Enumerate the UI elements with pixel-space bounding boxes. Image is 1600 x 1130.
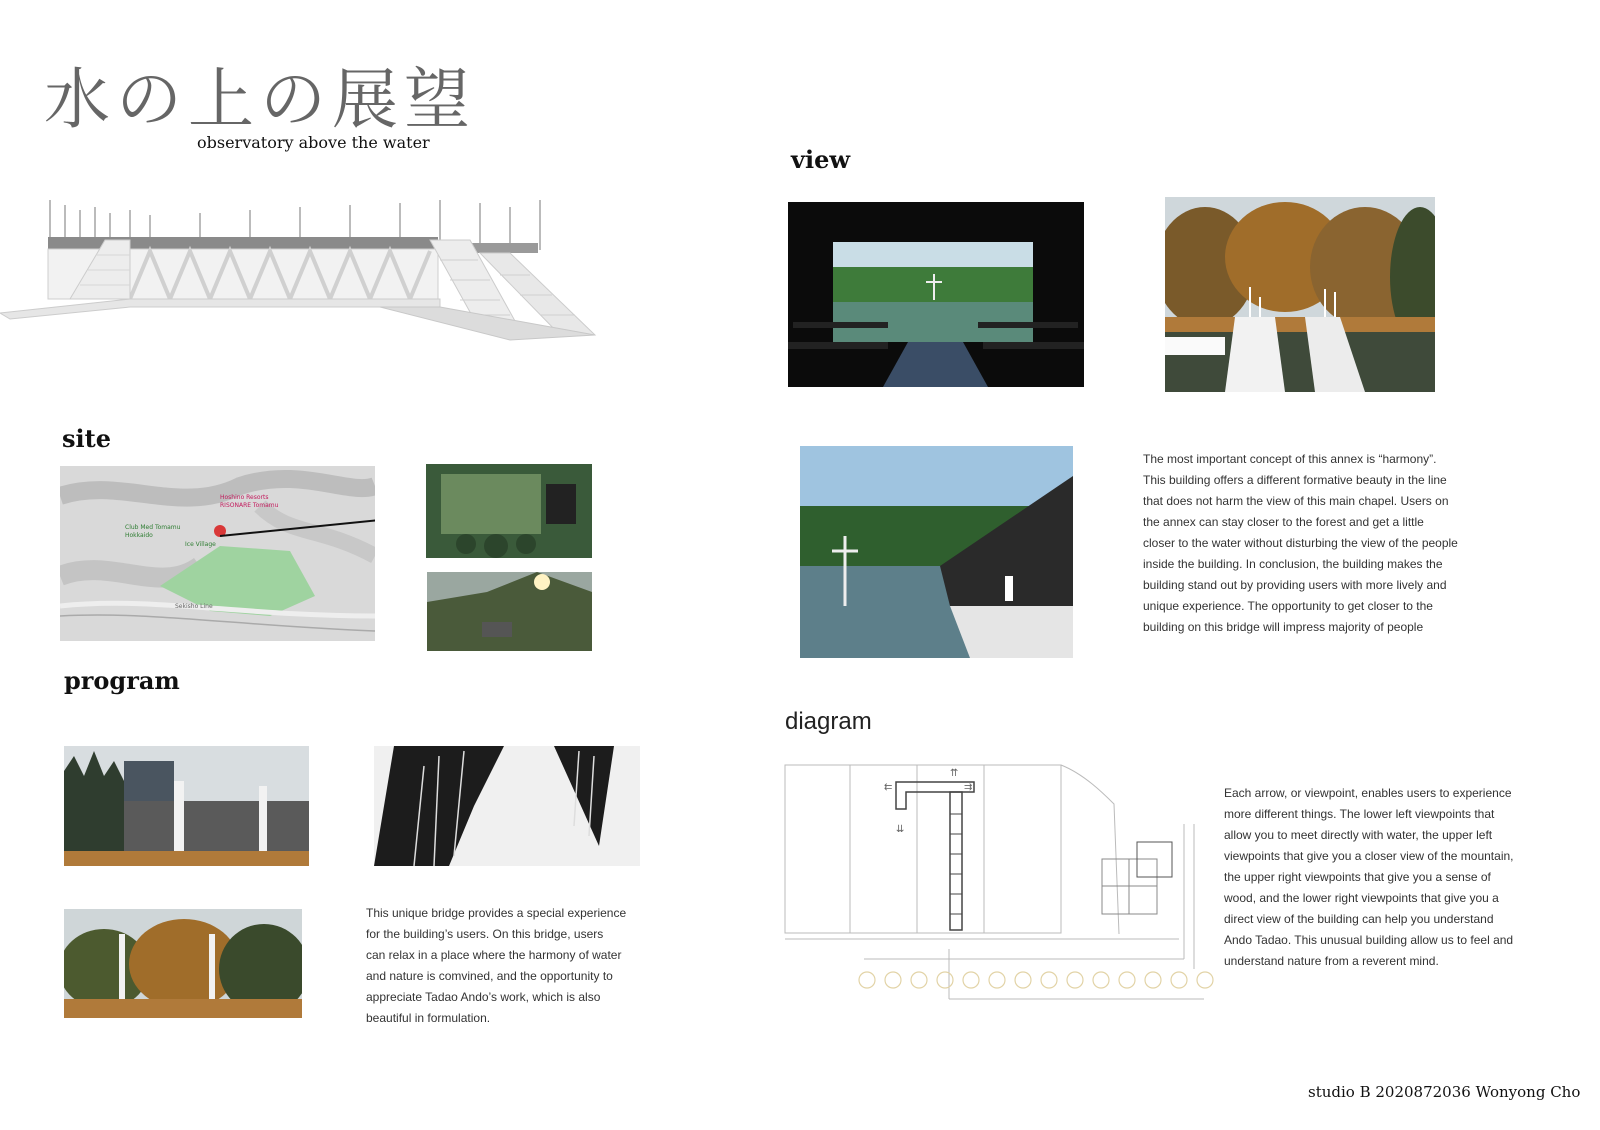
program-autumn-photo	[64, 909, 302, 1018]
view-text-line: This building offers a different formative beauty in the line	[1143, 473, 1447, 487]
arrow-down-icon: ⇊	[896, 824, 905, 835]
diagram-heading: diagram	[785, 708, 872, 735]
view-text-line: the annex can stay closer to the forest and get a little	[1143, 515, 1424, 529]
map-label-resort: Hoshino Resorts RISONARE Tomamu	[220, 494, 279, 509]
view-text-line: The most important concept of this annex is “harmony”.	[1143, 452, 1437, 466]
program-description	[366, 903, 656, 1029]
water-chapel-photo	[800, 446, 1073, 658]
program-text-line: can relax in a place where the harmony of water	[366, 948, 622, 962]
program-text-line: beautiful in formulation.	[366, 1011, 491, 1025]
program-text-line: This unique bridge provides a special experience	[366, 906, 627, 920]
diagram-description	[1224, 783, 1564, 972]
view-text-line: unique experience. The opportunity to get closer to the	[1143, 599, 1433, 613]
map-label-ice-village: Ice Village	[185, 541, 216, 548]
page-title-jp: 水の上の展望	[44, 61, 476, 138]
program-text-line: appreciate Tadao Ando’s work, which is also	[366, 990, 601, 1004]
diagram-text-line: Ando Tadao. This unusual building allow us to feel and	[1224, 933, 1514, 947]
program-text-line: and nature is comvined, and the opportunity to	[366, 969, 613, 983]
diagram-text-line: direct view of the building can help you understand	[1224, 912, 1494, 926]
diagram-text-line: understand nature from a reverent mind.	[1224, 954, 1439, 968]
map-terrain	[60, 466, 375, 641]
arrow-right-icon: ⇉	[964, 782, 973, 793]
program-heading: program	[64, 666, 180, 695]
map-label-line: Sekisho Line	[175, 603, 213, 610]
arrow-left-icon: ⇇	[884, 782, 893, 793]
site-aerial-photo	[426, 464, 592, 558]
diagram-text-line: the upper right viewpoints that give you a sense of	[1224, 870, 1491, 884]
plan-diagram	[784, 764, 1216, 1002]
author-credit: studio B 2020872036 Wonyong Cho	[1308, 1083, 1581, 1101]
site-map	[60, 466, 375, 641]
diagram-text-line: allow you to meet directly with water, the upper left	[1224, 828, 1493, 842]
view-description	[1143, 449, 1533, 638]
view-text-line: building on this bridge will impress majority of people	[1143, 620, 1424, 634]
program-text-line: for the building’s users. On this bridge, users	[366, 927, 604, 941]
view-text-line: that does not harm the view of this main chapel. Users on	[1143, 494, 1449, 508]
site-sunset-photo	[427, 572, 592, 651]
program-building-photo	[64, 746, 309, 866]
site-heading: site	[62, 424, 111, 453]
diagram-text-line: wood, and the lower right viewpoints that give you a	[1224, 891, 1499, 905]
view-text-line: building stand out by providing users with more lively and	[1143, 578, 1447, 592]
bridge-render	[0, 195, 605, 345]
chapel-interior-photo	[788, 202, 1084, 387]
program-winter-forest-photo	[374, 746, 640, 866]
bridge-forest-photo	[1165, 197, 1435, 392]
view-heading: view	[791, 145, 850, 174]
arrow-up-icon: ⇈	[950, 768, 959, 779]
view-text-line: inside the building. In conclusion, the building makes the	[1143, 557, 1443, 571]
diagram-text-line: more different things. The lower left viewpoints that	[1224, 807, 1495, 821]
diagram-text-line: viewpoints that give you a closer view of the mountain,	[1224, 849, 1514, 863]
diagram-text-line: Each arrow, or viewpoint, enables users to experience	[1224, 786, 1512, 800]
page-subtitle: observatory above the water	[197, 133, 430, 152]
map-label-clubmed: Club Med Tomamu Hokkaido	[125, 524, 181, 539]
view-text-line: closer to the water without disturbing the view of the people	[1143, 536, 1458, 550]
